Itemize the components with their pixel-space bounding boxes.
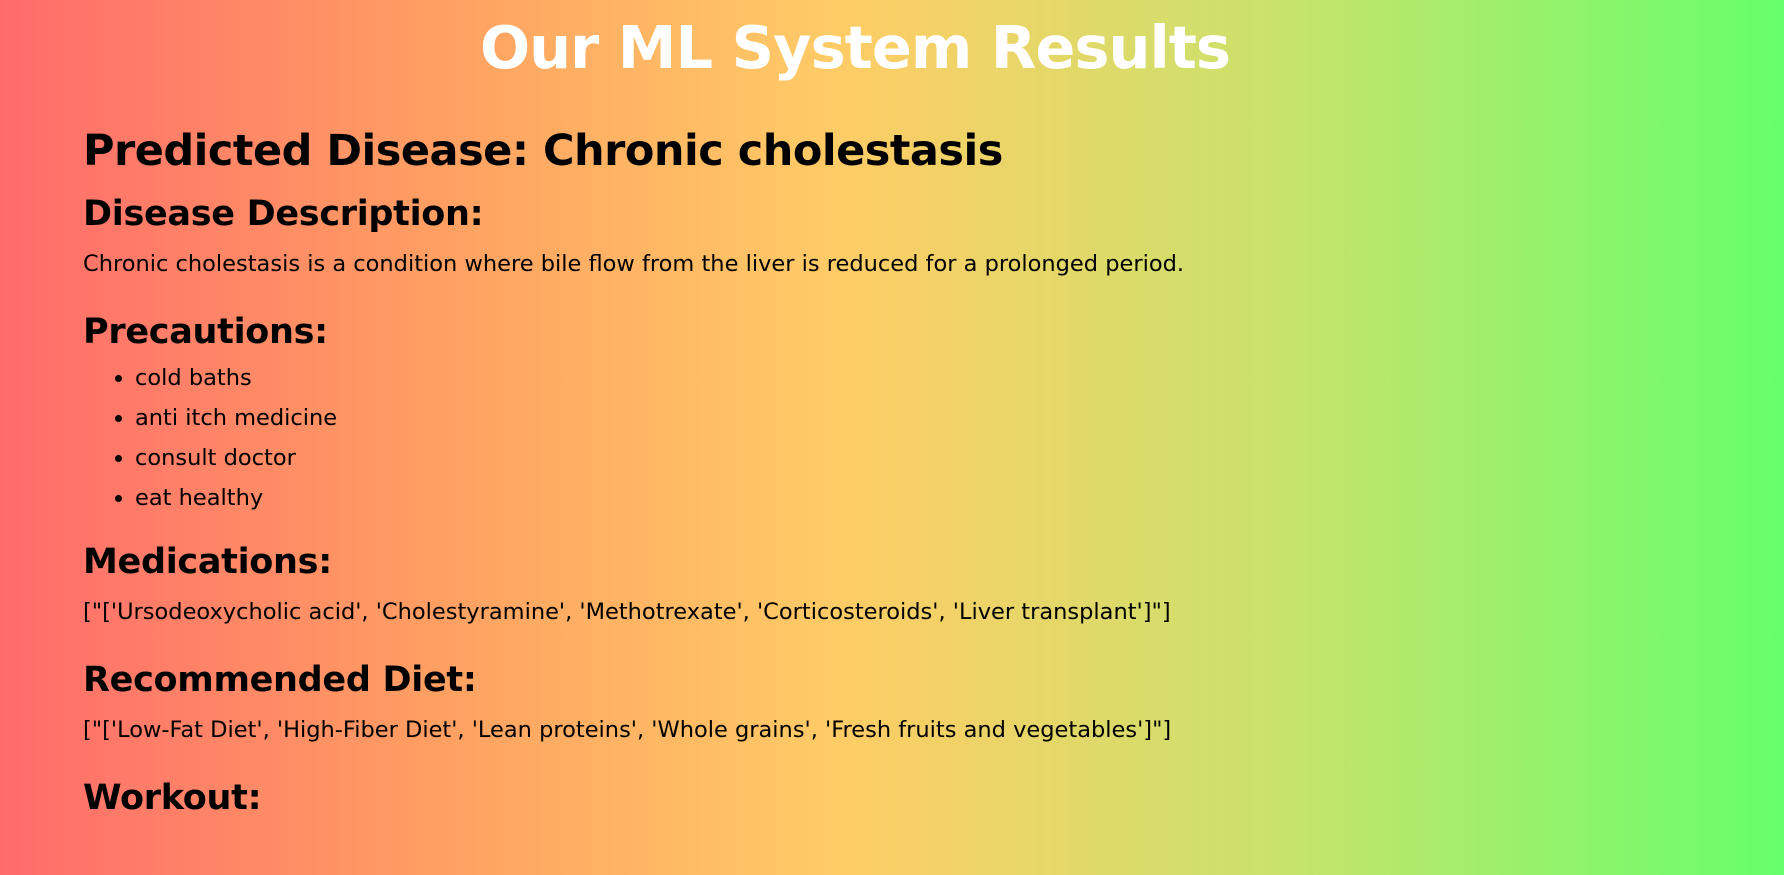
diet-text: ["['Low-Fat Diet', 'High-Fiber Diet', 'Lean proteins', 'Whole grains', 'Fresh fruits and vegetables']"] xyxy=(83,717,1172,743)
diet-heading: Recommended Diet: xyxy=(83,660,477,700)
description-text: Chronic cholestasis is a condition where bile flow from the liver is reduced for a prolonged period. xyxy=(83,251,1185,277)
precautions-list xyxy=(83,358,1733,518)
precaution-item: • consult doctor xyxy=(135,438,1733,478)
page-title: Our ML System Results xyxy=(479,13,1231,82)
precaution-item: • cold baths xyxy=(135,358,1733,398)
predicted-disease-heading: Predicted Disease: Chronic cholestasis xyxy=(83,126,1003,176)
medications-heading: Medications: xyxy=(83,542,332,582)
workout-heading: Workout: xyxy=(83,778,262,818)
results-content xyxy=(83,120,1733,824)
precautions-heading: Precautions: xyxy=(83,312,328,352)
medications-text: ["['Ursodeoxycholic acid', 'Cholestyramine', 'Methotrexate', 'Corticosteroids', 'Liver transplant']"] xyxy=(83,599,1171,625)
precaution-item: • anti itch medicine xyxy=(135,398,1733,438)
description-heading: Disease Description: xyxy=(83,194,484,234)
precaution-item: • eat healthy xyxy=(135,478,1733,518)
